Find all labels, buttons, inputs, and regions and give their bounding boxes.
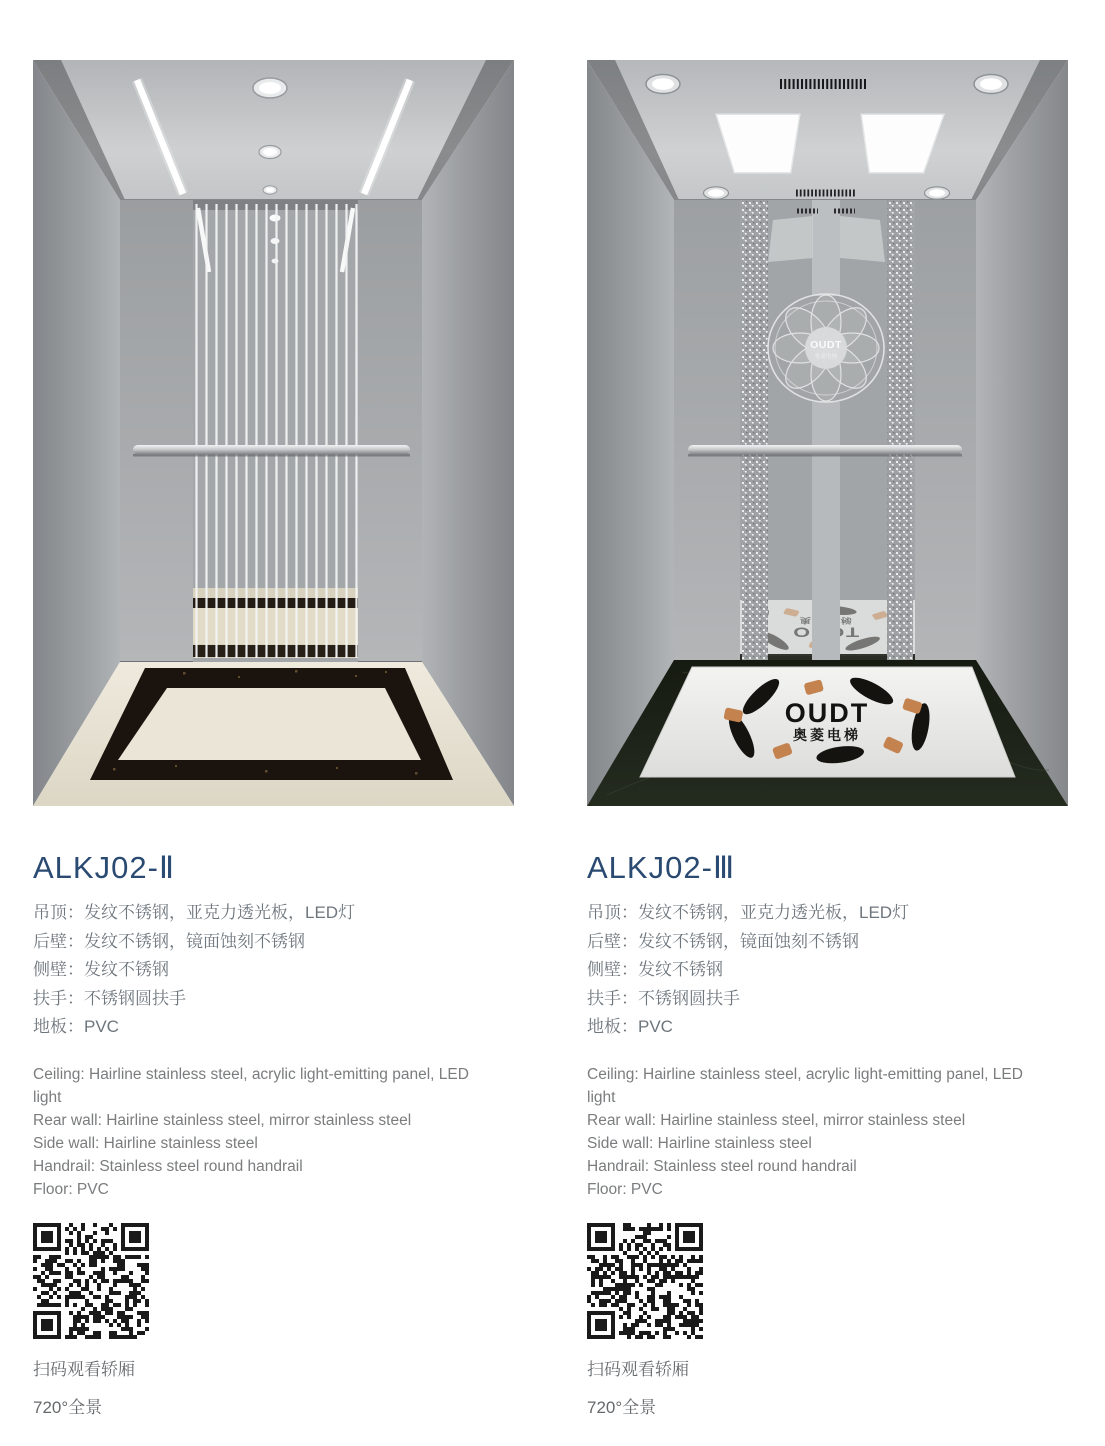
- elevator-photo-alkj02-3: [587, 60, 1068, 806]
- handrail: [133, 445, 410, 457]
- spec-line-en: Ceiling: Hairline stainless steel, acrylic light-emitting panel, LED light: [587, 1065, 1023, 1106]
- spec-line-en: Handrail: Stainless steel round handrail: [587, 1157, 857, 1175]
- floor-border-frame: [90, 668, 453, 780]
- spec-line-en: Side wall: Hairline stainless steel: [587, 1134, 812, 1152]
- spec-line-en: Floor: PVC: [587, 1180, 663, 1198]
- spec-list-cn: [33, 899, 514, 1042]
- model-title: ALKJ02-Ⅲ: [587, 850, 736, 885]
- product-card-alkj02-3: [587, 60, 1068, 1418]
- qr-caption-line2: 720°全景: [33, 1397, 103, 1417]
- spec-line-en: Rear wall: Hairline stainless steel, mirror stainless steel: [33, 1111, 412, 1129]
- spec-line-cn: 吊顶：发纹不锈钢，亚克力透光板，LED灯: [33, 903, 356, 922]
- spec-line-en: Floor: PVC: [33, 1180, 109, 1198]
- spec-line-cn: 后壁：发纹不锈钢，镜面蚀刻不锈钢: [587, 931, 859, 951]
- sparkle-band: [742, 200, 768, 660]
- sparkle-band: [887, 200, 913, 660]
- spec-line-cn: 后壁：发纹不锈钢，镜面蚀刻不锈钢: [33, 931, 305, 951]
- qr-code: [33, 1223, 149, 1339]
- spec-list-cn: [587, 899, 1068, 1042]
- spec-line-cn: 地板：PVC: [33, 1017, 119, 1036]
- rear-wall-medallion: [768, 294, 884, 402]
- medallion-logo-subtext: 奥菱电梯: [814, 354, 838, 360]
- qr-caption-line1: 扫码观看轿厢: [587, 1359, 689, 1379]
- elevator-rendering: [587, 60, 1068, 806]
- spec-list-en: [587, 1063, 1039, 1201]
- spec-list-en: [33, 1063, 485, 1201]
- qr-caption-line2: 720°全景: [587, 1397, 657, 1417]
- model-title: ALKJ02-Ⅱ: [33, 850, 176, 885]
- rear-wall-mirror-panel: [193, 200, 358, 662]
- handrail: [688, 445, 962, 457]
- spec-line-cn: 吊顶：发纹不锈钢，亚克力透光板，LED灯: [587, 903, 910, 922]
- qr-code: [587, 1223, 703, 1339]
- spec-line-cn: 扶手：不锈钢圆扶手: [587, 988, 740, 1008]
- spec-line-en: Side wall: Hairline stainless steel: [33, 1134, 258, 1152]
- spec-line-cn: 地板：PVC: [587, 1017, 673, 1036]
- spec-line-en: Rear wall: Hairline stainless steel, mirror stainless steel: [587, 1111, 966, 1129]
- elevator-photo-alkj02-2: [33, 60, 514, 806]
- qr-caption-line1: 扫码观看轿厢: [33, 1359, 135, 1379]
- rear-wall-feature-panel: [740, 200, 915, 661]
- spec-line-cn: 侧壁：发纹不锈钢: [587, 960, 723, 979]
- spec-line-cn: 侧壁：发纹不锈钢: [33, 960, 169, 979]
- spec-line-cn: 扶手：不锈钢圆扶手: [33, 988, 186, 1008]
- medallion-logo-text: OUDT: [810, 339, 842, 351]
- spec-line-en: Handrail: Stainless steel round handrail: [33, 1157, 303, 1175]
- product-card-alkj02-2: [33, 60, 514, 1418]
- elevator-rendering: [33, 60, 514, 806]
- spec-line-en: Ceiling: Hairline stainless steel, acrylic light-emitting panel, LED light: [33, 1065, 469, 1106]
